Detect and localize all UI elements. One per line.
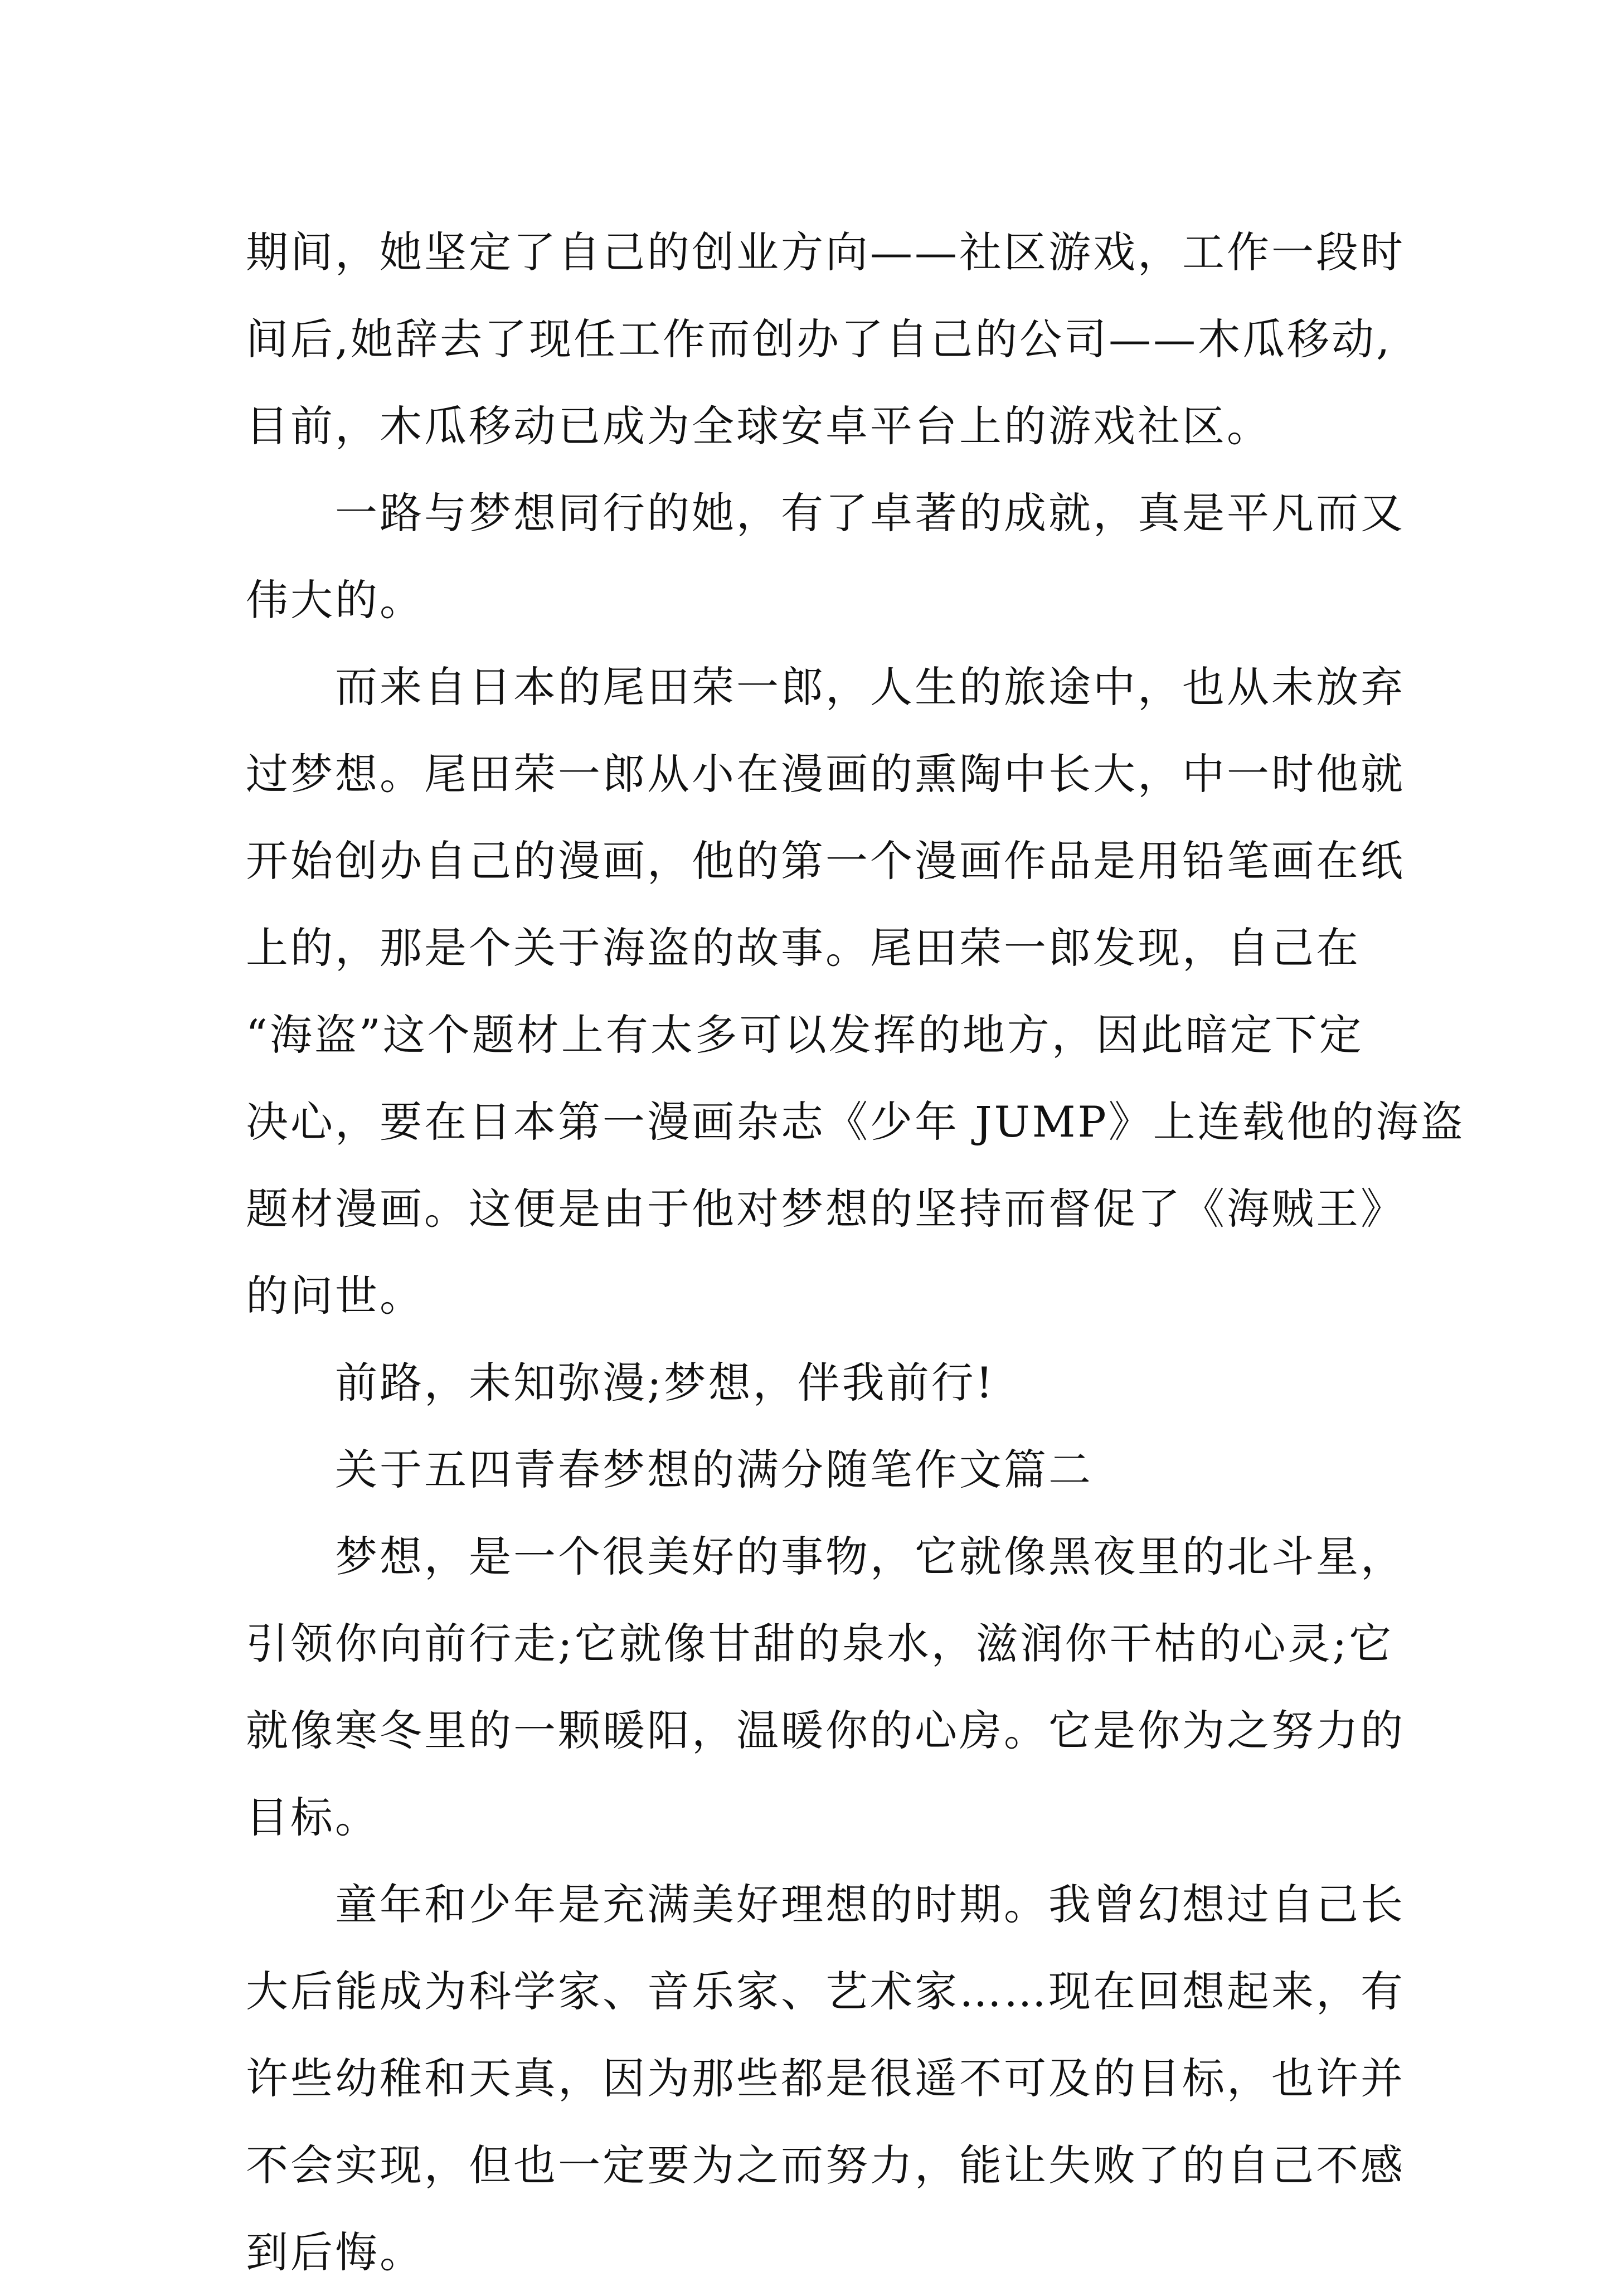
text-line: 就像寒冬里的一颗暖阳，温暖你的心房。它是你为之努力的 xyxy=(246,1706,1405,1755)
text-line: 目标。 xyxy=(246,1793,380,1842)
section-heading xyxy=(246,1426,1433,1513)
text-line: 到后悔。 xyxy=(246,2227,424,2277)
text-line: 童年和少年是充满美好理想的时期。我曾幻想过自己长 xyxy=(335,1880,1405,1929)
text-line: 间后,她辞去了现任工作而创办了自己的公司——木瓜移动, xyxy=(246,314,1392,364)
paragraph-4 xyxy=(246,1339,1433,1426)
text-line: 过梦想。尾田荣一郎从小在漫画的熏陶中长大，中一时他就 xyxy=(246,749,1405,799)
paragraph-1 xyxy=(246,209,1433,470)
text-line: 不会实现，但也一定要为之而努力，能让失败了的自己不感 xyxy=(246,2140,1405,2190)
text-line: 目前，木瓜移动已成为全球安卓平台上的游戏社区。 xyxy=(246,401,1271,451)
text-line: 上的，那是个关于海盗的故事。尾田荣一郎发现，自己在 xyxy=(246,923,1361,973)
text-line: 开始创办自己的漫画，他的第一个漫画作品是用铅笔画在纸 xyxy=(246,836,1405,886)
text-line: 期间，她坚定了自己的创业方向——社区游戏，工作一段时 xyxy=(246,227,1405,277)
text-line: 大后能成为科学家、音乐家、艺术家……现在回想起来，有 xyxy=(246,1967,1405,2016)
text-line: 决心，要在日本第一漫画杂志《少年 JUMP》上连载他的海盗 xyxy=(246,1097,1465,1147)
paragraph-6 xyxy=(246,1861,1433,2296)
text-line: 题材漫画。这便是由于他对梦想的坚持而督促了《海贼王》 xyxy=(246,1184,1405,1234)
text-line: 引领你向前行走;它就像甘甜的泉水，滋润你干枯的心灵;它 xyxy=(246,1619,1394,1668)
document-body xyxy=(246,209,1465,2296)
paragraph-2 xyxy=(246,470,1433,644)
text-line: 关于五四青春梦想的满分随笔作文篇二 xyxy=(335,1445,1093,1494)
text-line: 梦想，是一个很美好的事物，它就像黑夜里的北斗星， xyxy=(335,1532,1405,1581)
text-line: 前路，未知弥漫;梦想，伴我前行! xyxy=(335,1358,995,1407)
text-line: 许些幼稚和天真，因为那些都是很遥不可及的目标，也许并 xyxy=(246,2054,1405,2103)
text-line: 的问世。 xyxy=(246,1271,424,1321)
paragraph-5 xyxy=(246,1513,1433,1861)
text-line: “海盗”这个题材上有太多可以发挥的地方，因此暗定下定 xyxy=(246,1010,1364,1060)
paragraph-3 xyxy=(246,644,1465,1339)
text-line: 而来自日本的尾田荣一郎，人生的旅途中，也从未放弃 xyxy=(335,662,1405,712)
text-line: 伟大的。 xyxy=(246,575,424,625)
text-line: 一路与梦想同行的她，有了卓著的成就，真是平凡而又 xyxy=(335,488,1405,538)
